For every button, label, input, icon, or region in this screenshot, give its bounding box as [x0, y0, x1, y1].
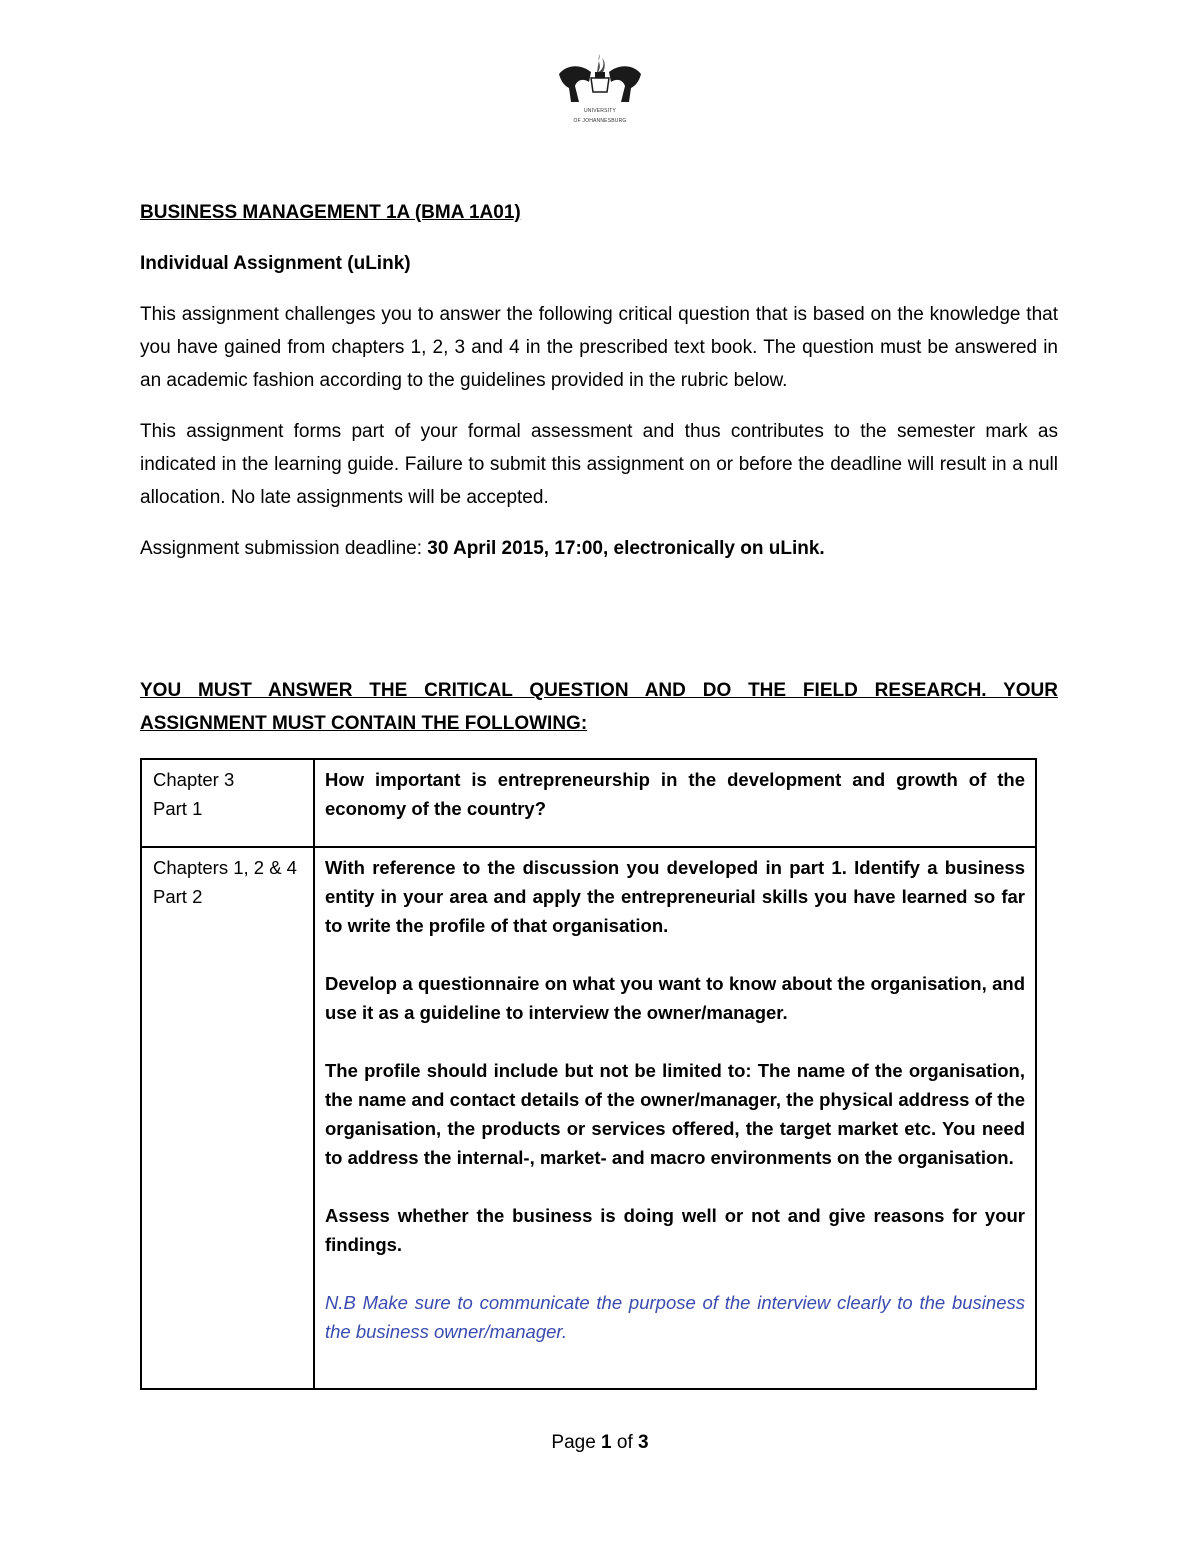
critical-question: How important is entrepreneurship in the development and growth of the economy of the country? — [325, 769, 1025, 819]
page-of-label: of — [611, 1432, 639, 1453]
page-label: Page — [551, 1432, 602, 1453]
row-content-cell — [314, 847, 1036, 1389]
university-crest-icon — [553, 52, 647, 114]
row-label-cell — [141, 759, 314, 847]
logo-text-university: UNIVERSITY — [583, 108, 616, 114]
page-footer — [0, 1428, 1200, 1458]
row-label-cell — [141, 847, 314, 1389]
assignment-table — [140, 758, 1037, 1390]
part2-instruction-assess: Assess whether the business is doing well or not and give reasons for your findings. — [325, 1205, 1025, 1255]
instruction-heading: YOU MUST ANSWER THE CRITICAL QUESTION AND DO THE FIELD RESEARCH. YOUR ASSIGNMENT MUST CONTAIN THE FOLLOWING: — [140, 680, 1058, 734]
assessment-paragraph: This assignment forms part of your formal assessment and thus contributes to the semester mark as indicated in the learning guide. Failure to submit this assignment on or before the deadline will result in a null allocation. No late assignments will be accepted. — [140, 421, 1058, 508]
part2-note: N.B Make sure to communicate the purpose of the interview clearly to the business the business owner/manager. — [325, 1292, 1025, 1342]
table-row — [141, 847, 1036, 1389]
chapter-label: Chapters 1, 2 & 4 — [153, 857, 297, 878]
table-row — [141, 759, 1036, 847]
part-label: Part 2 — [153, 886, 203, 907]
chapter-label: Chapter 3 — [153, 769, 235, 790]
part-label: Part 1 — [153, 798, 203, 819]
part2-instruction-identify: With reference to the discussion you developed in part 1. Identify a business entity in your area and apply the entrepreneurial skills you have learned so far to write the profile of that organisation. — [325, 857, 1025, 936]
intro-paragraph: This assignment challenges you to answer the following critical question that is based on the knowledge that you have gained from chapters 1, 2, 3 and 4 in the prescribed text book. The question must be answered in an academic fashion according to the guidelines provided in the rubric below. — [140, 304, 1058, 391]
page-current: 1 — [601, 1432, 612, 1453]
deadline-line — [140, 532, 1058, 565]
part2-instruction-profile: The profile should include but not be limited to: The name of the organisation, the name and contact details of the owner/manager, the physical address of the organisation, the products or services offered, the target market etc. You need to address the internal-, market- and macro environments on the organisation. — [325, 1060, 1025, 1168]
page-total: 3 — [638, 1432, 649, 1453]
part2-instruction-questionnaire: Develop a questionnaire on what you want to know about the organisation, and use it as a guideline to interview the owner/manager. — [325, 973, 1025, 1023]
document-subtitle: Individual Assignment (uLink) — [140, 253, 411, 274]
document-title: BUSINESS MANAGEMENT 1A (BMA 1A01) — [140, 202, 521, 223]
university-logo — [553, 52, 647, 132]
deadline-value: 30 April 2015, 17:00, electronically on uLink. — [427, 538, 825, 559]
logo-text-johannesburg: OF JOHANNESBURG — [573, 118, 627, 124]
document-body — [140, 196, 1058, 565]
deadline-label: Assignment submission deadline: — [140, 538, 428, 559]
row-content-cell — [314, 759, 1036, 847]
